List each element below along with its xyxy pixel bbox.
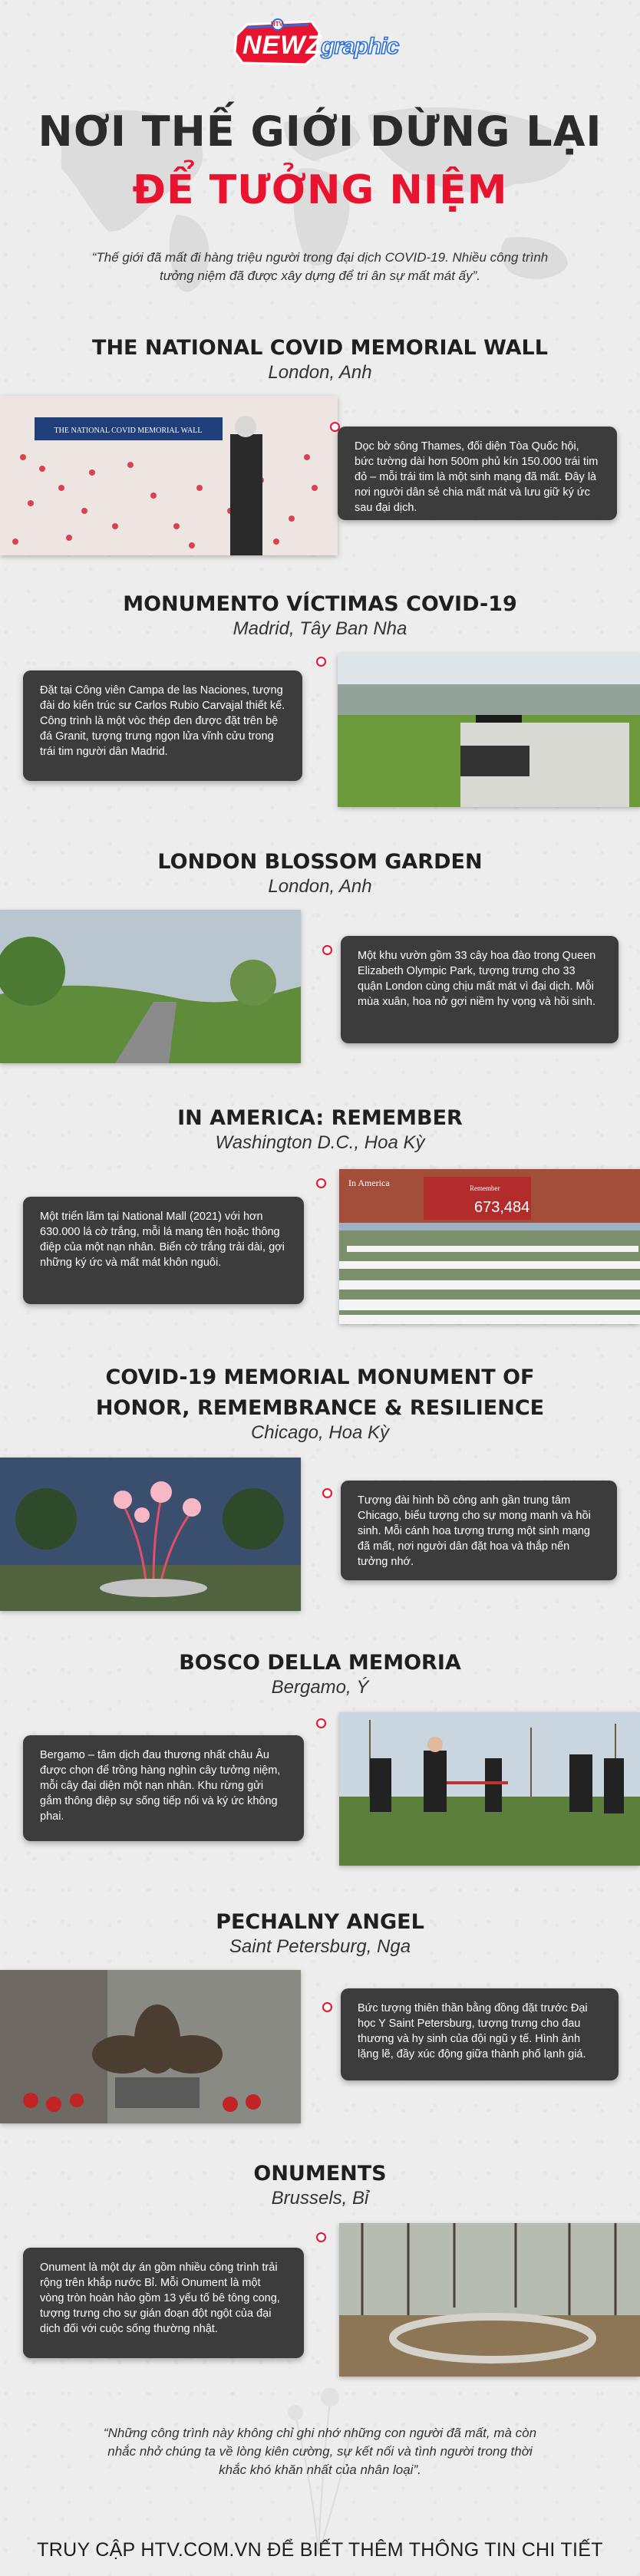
description-text: Một khu vườn gồm 33 cây hoa đào trong Queen Elizabeth Olympic Park, tượng trưng cho 33 quận London cùng chịu mất mát vì đại dịch. Mỗi mùa xuân, hoa nở gợi niềm hy vọng và hồi sinh. [358,950,596,1008]
memorial-wall-photo [0,396,338,555]
section-title: MONUMENTO VÍCTIMAS COVID-19 [123,592,517,616]
chicago-monument-photo [0,1458,301,1611]
section-title: THE NATIONAL COVID MEMORIAL WALL [92,336,548,360]
description-text: Bergamo – tâm dịch đau thương nhất châu Âu được chọn để trồng hàng nghìn cây tưởng niệm, mỗi cây đại diện một nạn nhân. Khu rừng gửi gắm thông điệp sự sống tiếp nối và ký ức không phai. [40,1749,281,1823]
section-title: ONUMENTS [253,2162,387,2186]
logo-main-text: NEWZ [242,31,323,60]
photo-sign-sub: Remember [470,1184,500,1192]
logo-sub-text: HTV [271,21,283,28]
photo-sign-number: 673,484 [474,1199,530,1216]
htv-newz-graphic-logo[interactable] [232,17,408,71]
description-card [23,1197,304,1304]
pin-icon [316,1718,326,1728]
description-text: Dọc bờ sông Thames, đối diện Tòa Quốc hội, bức tường dài hơn 500m phủ kín 150.000 trái tim đỏ – mỗi trái tim là một sinh mạng đã mất. Đây là nơi người dân sẻ chia mất mát và lưu giữ ký ức sau đại dịch. [355,440,599,514]
description-text: Onument là một dự án gồm nhiều công trình trải rộng trên khắp nước Bỉ. Mỗi Onument là một vòng tròn hoàn hảo gồm 13 yếu tố bê tông cong, tượng trưng cho sự gián đoạn đột ngột của đại dịch đối với cuộc sống thường nhật. [40,2261,280,2335]
section-title-line2: HONOR, REMEMBRANCE & RESILIENCE [95,1396,545,1420]
blossom-garden-photo [0,910,301,1063]
section-location: Bergamo, Ý [271,1677,369,1698]
section-location: London, Anh [268,362,372,383]
intro-text: “Thế giới đã mất đi hàng triệu người trong đại dịch COVID-19. Nhiều công trình tưởng niệm đã được xây dựng để tri ân sự mất mát ấy”. [91,250,549,283]
description-card [341,1481,617,1580]
page-title-line1: NƠI THẾ GIỚI DỪNG LẠI [38,107,602,156]
description-card [23,1735,304,1841]
section-location: Washington D.C., Hoa Kỳ [215,1132,425,1153]
section-location: Brussels, Bỉ [271,2188,369,2209]
footer-link[interactable]: TRUY CẬP HTV.COM.VN ĐỂ BIẾT THÊM THÔNG TIN CHI TIẾT [37,2539,603,2561]
closing-quote: “Những công trình này không chỉ ghi nhớ những con người đã mất, mà còn nhắc nhở chúng ta về lòng kiên cường, sự kết nối và tình người trong thời khắc khó khăn nhất của nhân loại”. [103,2426,537,2477]
description-text: Một triển lãm tại National Mall (2021) với hơn 630.000 lá cờ trắng, mỗi lá mang tên hoặc thông điệp của một nạn nhân. Biển cờ trắng trải dài, gợi những ký ức và mất mát khôn nguôi. [40,1211,285,1269]
pin-icon [322,945,332,955]
description-card [23,670,302,781]
description-text: Bức tượng thiên thần bằng đồng đặt trước Đại học Y Saint Petersburg, tượng trưng cho đau thương và hy sinh của đội ngũ y tế. Hình ảnh lặng lẽ, đầy xúc động giữa thành phố lạnh giá. [358,2002,588,2060]
section-title: COVID-19 MEMORIAL MONUMENT OF [105,1365,535,1389]
pin-icon [316,2232,326,2242]
section-title: BOSCO DELLA MEMORIA [179,1651,461,1675]
logo-graphic-text: graphic [321,34,399,59]
pin-icon [322,1488,332,1498]
onuments-photo [339,2223,640,2377]
pin-icon [316,657,326,667]
description-card [338,427,617,520]
section-location: Madrid, Tây Ban Nha [233,618,407,639]
description-card [23,2248,304,2358]
description-text: Tượng đài hình bồ công anh gần trung tâm Chicago, biểu tượng cho sự mong manh và hồi sinh. Mỗi cánh hoa tượng trưng một sinh mạng đã mất, nơi người dân đặt hoa và thắp nến tưởng nhớ. [358,1494,591,1568]
section-title: LONDON BLOSSOM GARDEN [157,850,483,874]
section-location: London, Anh [268,876,372,897]
photo-sign-text: THE NATIONAL COVID MEMORIAL WALL [54,427,203,435]
in-america-photo [339,1169,640,1324]
description-text: Đặt tại Công viên Campa de las Naciones, tượng đài do kiến trúc sư Carlos Rubio Carvajal thiết kế. Công trình là một vòc thép đen được đặt trên bệ đá Granit, tượng trưng ngọn lửa vĩnh cửu trong trái tim người dân Madrid. [40,684,285,758]
section-title: IN AMERICA: REMEMBER [177,1106,463,1130]
pin-icon [316,1178,326,1188]
monumento-photo [338,654,640,807]
section-location: Saint Petersburg, Nga [229,1936,411,1957]
bosco-memoria-photo [339,1712,640,1866]
section-title: PECHALNY ANGEL [216,1910,424,1934]
section-location: Chicago, Hoa Kỳ [250,1422,390,1443]
description-card [341,936,619,1043]
description-card [341,1988,619,2080]
photo-sign-title: In America [348,1178,390,1188]
pechalny-angel-photo [0,1970,301,2123]
pin-icon [322,2002,332,2012]
page-title-line2: ĐỂ TƯỞNG NIỆM [132,167,508,213]
